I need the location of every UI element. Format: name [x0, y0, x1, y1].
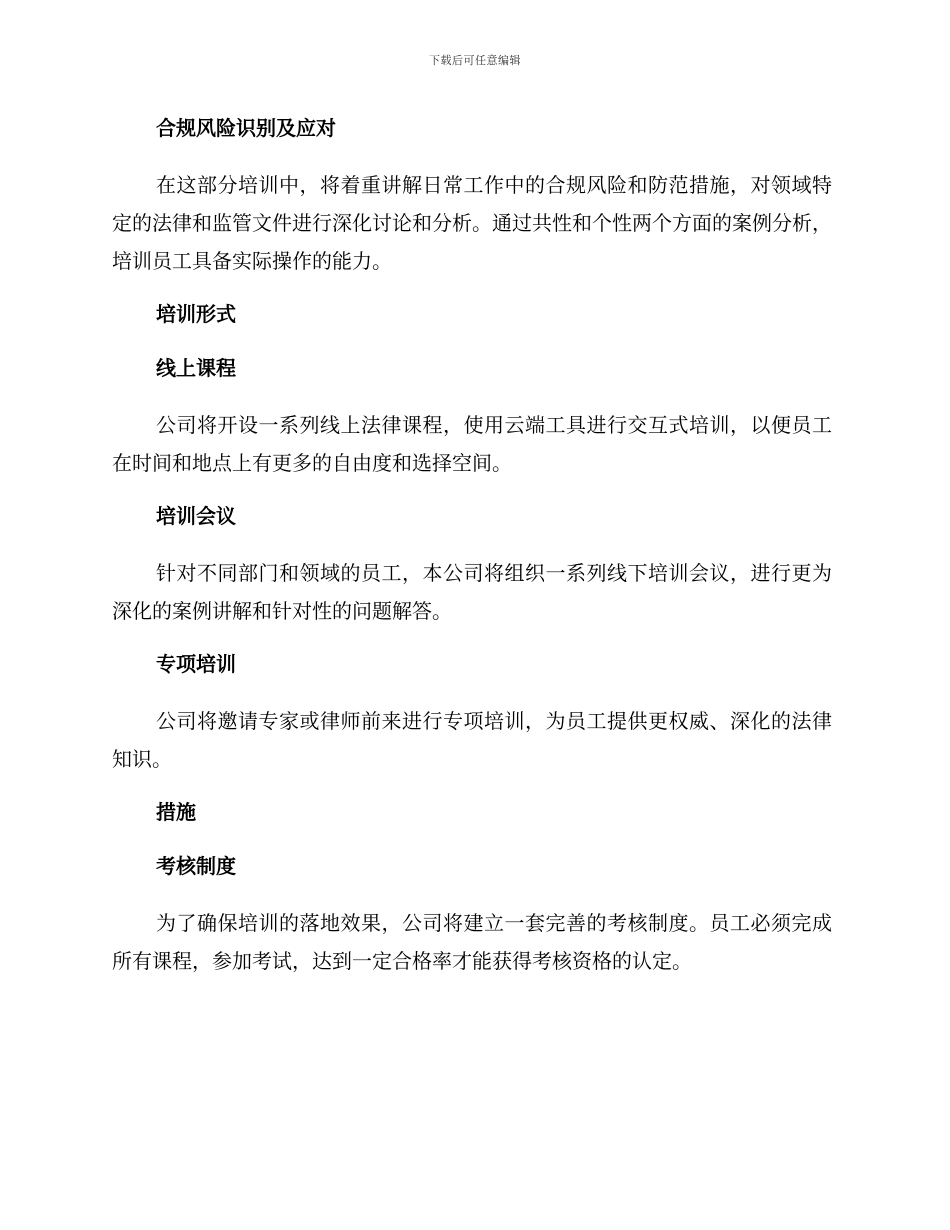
paragraph-compliance-risk: 在这部分培训中，将着重讲解日常工作中的合规风险和防范措施，对领域特定的法律和监管文件进行深化讨论和分析。通过共性和个性两个方面的案例分析，培训员工具备实际操作的能力。 — [112, 173, 832, 273]
section-heading-measures: 措施 — [156, 800, 196, 824]
subheading-special-training: 专项培训 — [156, 652, 236, 676]
page-header: 下载后可任意编辑 — [429, 54, 521, 67]
paragraph-assessment-system: 为了确保培训的落地效果，公司将建立一套完善的考核制度。员工必须完成所有课程，参加考试，达到一定合格率才能获得考核资格的认定。 — [112, 911, 832, 973]
subheading-online-courses: 线上课程 — [156, 356, 236, 380]
section-heading-training-format: 培训形式 — [156, 302, 236, 326]
document-body — [112, 112, 832, 998]
subheading-assessment-system: 考核制度 — [156, 854, 236, 878]
paragraph-online-courses: 公司将开设一系列线上法律课程，使用云端工具进行交互式培训，以便员工在时间和地点上有更多的自由度和选择空间。 — [112, 413, 832, 475]
paragraph-special-training: 公司将邀请专家或律师前来进行专项培训，为员工提供更权威、深化的法律知识。 — [112, 709, 832, 771]
subheading-training-meetings: 培训会议 — [156, 504, 236, 528]
paragraph-training-meetings: 针对不同部门和领域的员工，本公司将组织一系列线下培训会议，进行更为深化的案例讲解和针对性的问题解答。 — [112, 561, 832, 623]
section-heading-compliance-risk: 合规风险识别及应对 — [156, 116, 336, 140]
